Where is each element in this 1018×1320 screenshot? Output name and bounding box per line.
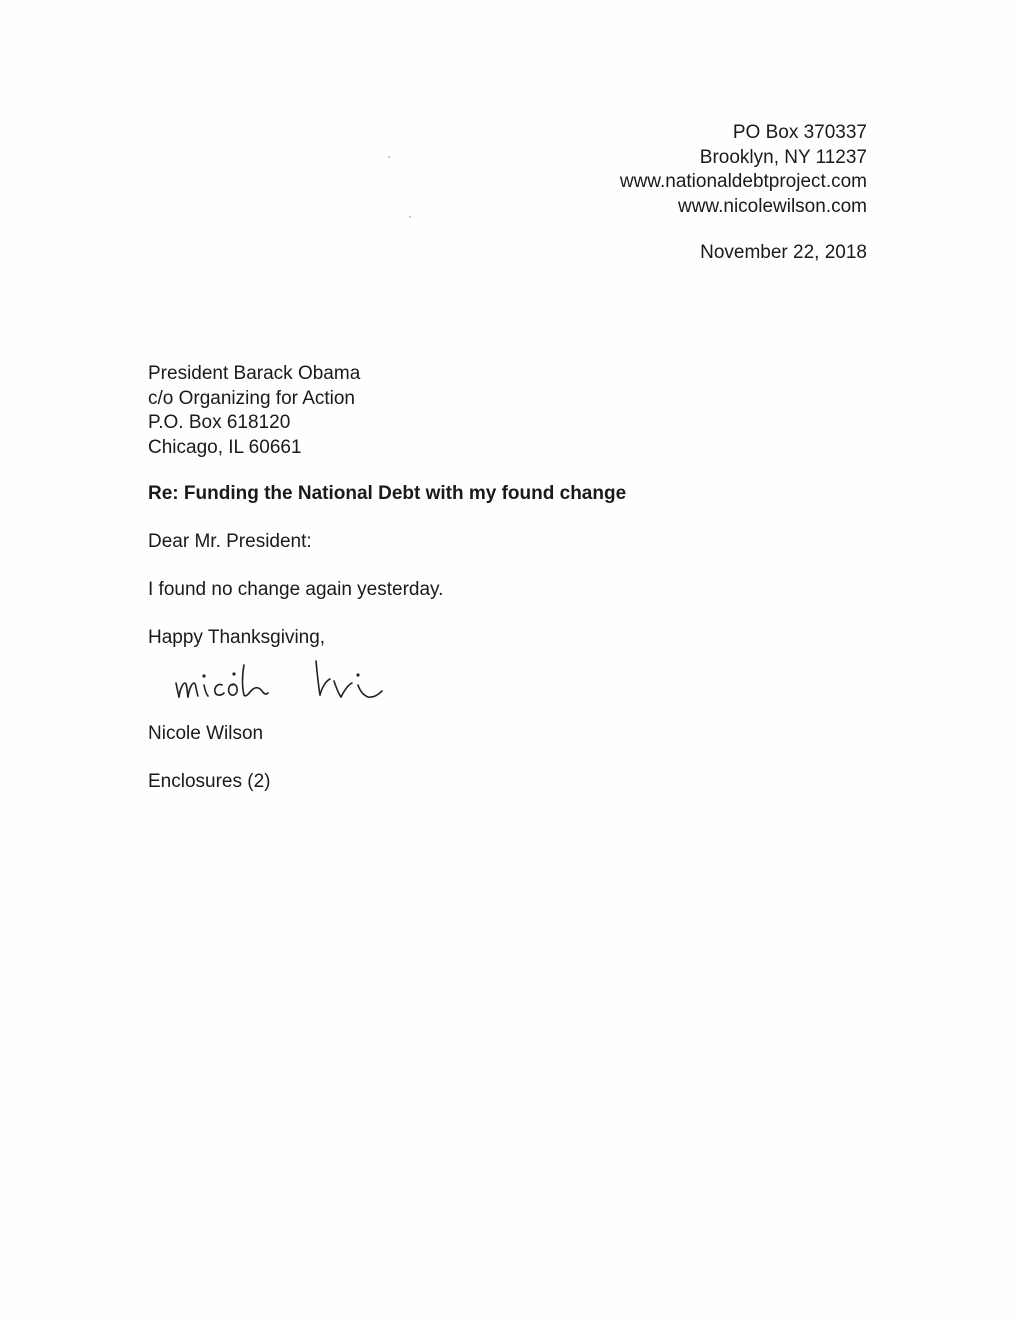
- recipient-name: President Barack Obama: [148, 363, 361, 384]
- sender-website-project: www.nationaldebtproject.com: [619, 171, 867, 192]
- handwritten-signature-icon: [170, 655, 400, 707]
- sender-website-personal: www.nicolewilson.com: [677, 195, 867, 217]
- sender-po-box: PO Box 370337: [732, 122, 867, 143]
- signer-name: Nicole Wilson: [148, 723, 264, 744]
- recipient-address-block: [148, 362, 360, 460]
- sender-city-state-zip: Brooklyn, NY 11237: [699, 146, 867, 168]
- scan-speck: [388, 156, 390, 158]
- letter-body: I found no change again yesterday.: [148, 579, 444, 600]
- letter-date: November 22, 2018: [700, 242, 867, 263]
- salutation: Dear Mr. President:: [148, 531, 312, 552]
- sender-address-block: [620, 121, 867, 219]
- scan-speck: [409, 216, 411, 218]
- subject-line: Re: Funding the National Debt with my found change: [148, 483, 627, 504]
- recipient-po-box: P.O. Box 618120: [148, 412, 291, 433]
- recipient-care-of: c/o Organizing for Action: [148, 387, 355, 409]
- closing: Happy Thanksgiving,: [148, 627, 326, 648]
- recipient-city-state-zip: Chicago, IL 60661: [148, 436, 302, 458]
- enclosures-note: Enclosures (2): [148, 771, 271, 792]
